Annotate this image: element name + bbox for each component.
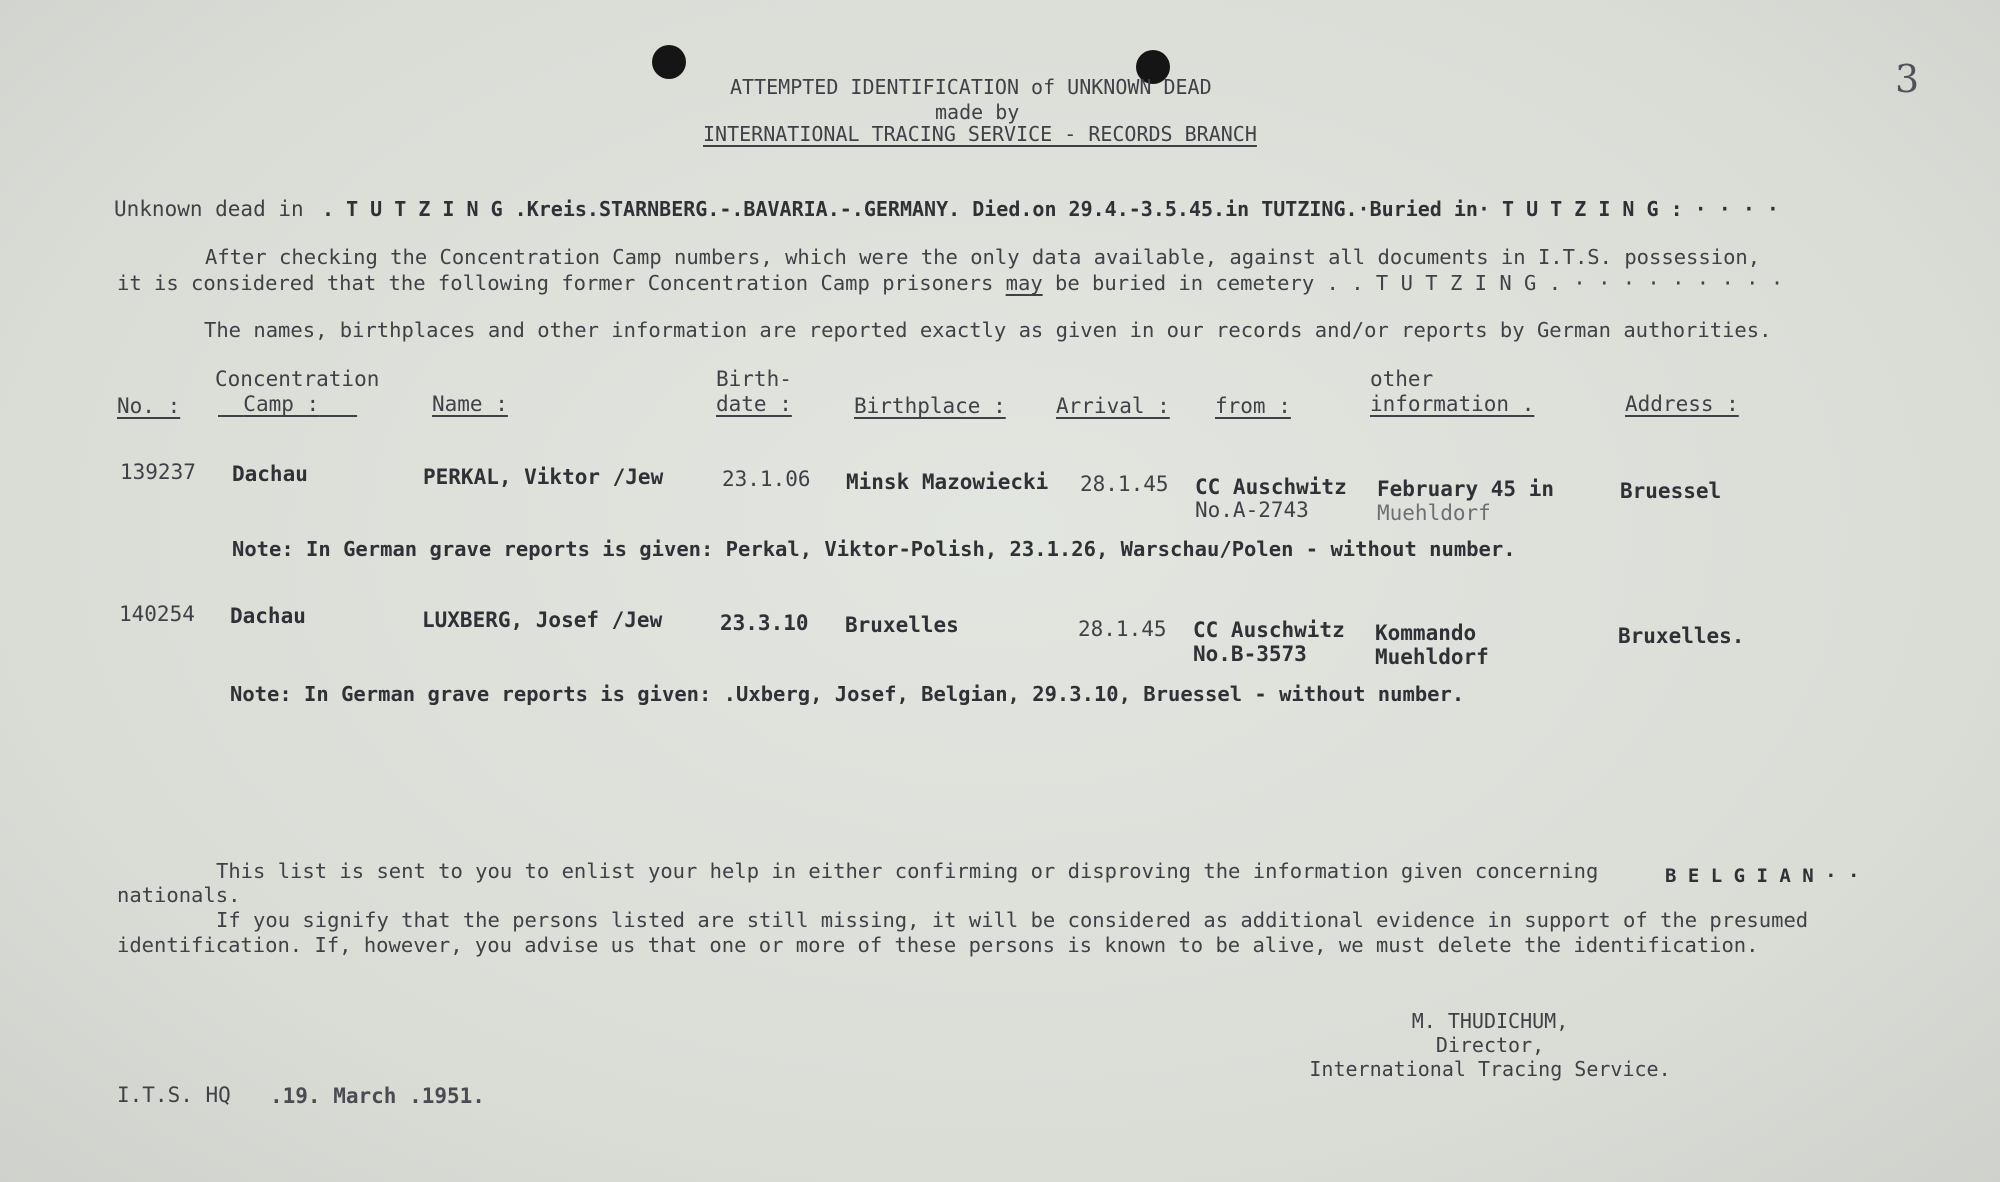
intro-line-3: The names, birthplaces and other information are reported exactly as given in our records and/or reports by German authorities.: [204, 318, 1772, 342]
col-birthdate-bottom: date :: [716, 392, 792, 416]
record-no: 139237: [120, 460, 196, 484]
record-birthdate: 23.3.10: [720, 611, 809, 635]
record-note: Note: In German grave reports is given: .Uxberg, Josef, Belgian, 29.3.10, Bruessel - without number.: [230, 682, 1465, 706]
col-other-bottom: information .: [1370, 392, 1535, 416]
record-camp: Dachau: [230, 604, 306, 628]
intro-line-2-prefix: it is considered that the following former Concentration Camp prisoners: [117, 271, 994, 295]
record-address: Bruessel: [1620, 479, 1722, 503]
col-camp-top: Concentration: [215, 367, 380, 391]
record-camp: Dachau: [232, 462, 308, 486]
punch-hole-left: [652, 45, 686, 79]
col-birthplace: Birthplace :: [854, 394, 1006, 418]
organization-heading: INTERNATIONAL TRACING SERVICE - RECORDS BRANCH: [703, 122, 1257, 146]
col-from: from :: [1215, 394, 1291, 418]
record-birthdate: 23.1.06: [722, 467, 811, 491]
closing-p1-line-1: This list is sent to you to enlist your help in either confirming or disproving the information given concerning: [216, 859, 1599, 883]
intro-line-2: [117, 270, 1783, 296]
col-address: Address :: [1625, 392, 1739, 416]
page-number: 3: [1895, 57, 1920, 101]
record-birthplace: Bruxelles: [845, 613, 959, 637]
record-arrival: 28.1.45: [1080, 472, 1169, 496]
footer-date: .19. March .1951.: [270, 1084, 485, 1108]
col-arrival: Arrival :: [1056, 394, 1170, 418]
signature-organization: International Tracing Service.: [1309, 1057, 1671, 1081]
record-no: 140254: [119, 602, 195, 626]
record-from-line-2: No.B-3573: [1193, 642, 1307, 666]
col-no: No. :: [117, 394, 181, 418]
document-title: ATTEMPTED IDENTIFICATION of UNKNOWN DEAD: [730, 75, 1212, 99]
record-birthplace: Minsk Mazowiecki: [846, 470, 1049, 494]
col-name: Name :: [432, 392, 508, 416]
record-address: Bruxelles.: [1618, 624, 1745, 648]
unknown-dead-label: Unknown dead in: [114, 197, 304, 221]
intro-line-2-suffix: be buried in cemetery . . T U T Z I N G . · · · · · · · · ·: [1055, 271, 1784, 295]
unknown-dead-detail: . T U T Z I N G .Kreis.STARNBERG.-.BAVARIA.-.GERMANY. Died.on 29.4.-3.5.45.in TUTZING.·Buried in· T U T Z I N G : · · · ·: [322, 197, 1779, 221]
closing-p2-line-2: identification. If, however, you advise us that one or more of these persons is known to be alive, we must delete the identification.: [117, 933, 1759, 957]
record-other-line-1: Kommando: [1375, 621, 1477, 645]
record-from-line-1: CC Auschwitz: [1193, 618, 1345, 642]
record-other-line-2: Muehldorf: [1377, 501, 1491, 525]
record-from-line-1: CC Auschwitz: [1195, 475, 1347, 499]
intro-line-1: After checking the Concentration Camp numbers, which were the only data available, against all documents in I.T.S. possession,: [205, 245, 1761, 269]
closing-p1-line-2: nationals.: [117, 883, 241, 907]
record-arrival: 28.1.45: [1078, 617, 1167, 641]
footer-place: I.T.S. HQ: [117, 1083, 231, 1107]
closing-p2-line-1: If you signify that the persons listed are still missing, it will be considered as additional evidence in support of the presumed: [216, 908, 1809, 932]
signature-name: M. THUDICHUM,: [1411, 1009, 1569, 1033]
record-name: LUXBERG, Josef /Jew: [422, 608, 663, 632]
record-other-line-2: Muehldorf: [1375, 645, 1489, 669]
record-other-line-1: February 45 in: [1377, 477, 1555, 501]
record-from-line-2: No.A-2743: [1195, 498, 1309, 522]
record-name: PERKAL, Viktor /Jew: [423, 465, 664, 489]
closing-p1-nationality: B E L G I A N · ·: [1665, 865, 1860, 887]
col-birthdate-top: Birth-: [716, 367, 792, 391]
col-other-top: other: [1370, 367, 1434, 391]
signature-title: Director,: [1435, 1033, 1545, 1057]
document-subtitle: made by: [935, 100, 1020, 124]
col-camp-bottom: Camp :: [243, 392, 320, 416]
record-note: Note: In German grave reports is given: Perkal, Viktor-Polish, 23.1.26, Warschau/Polen - without number.: [232, 537, 1516, 561]
intro-line-2-may: may: [1005, 271, 1043, 295]
